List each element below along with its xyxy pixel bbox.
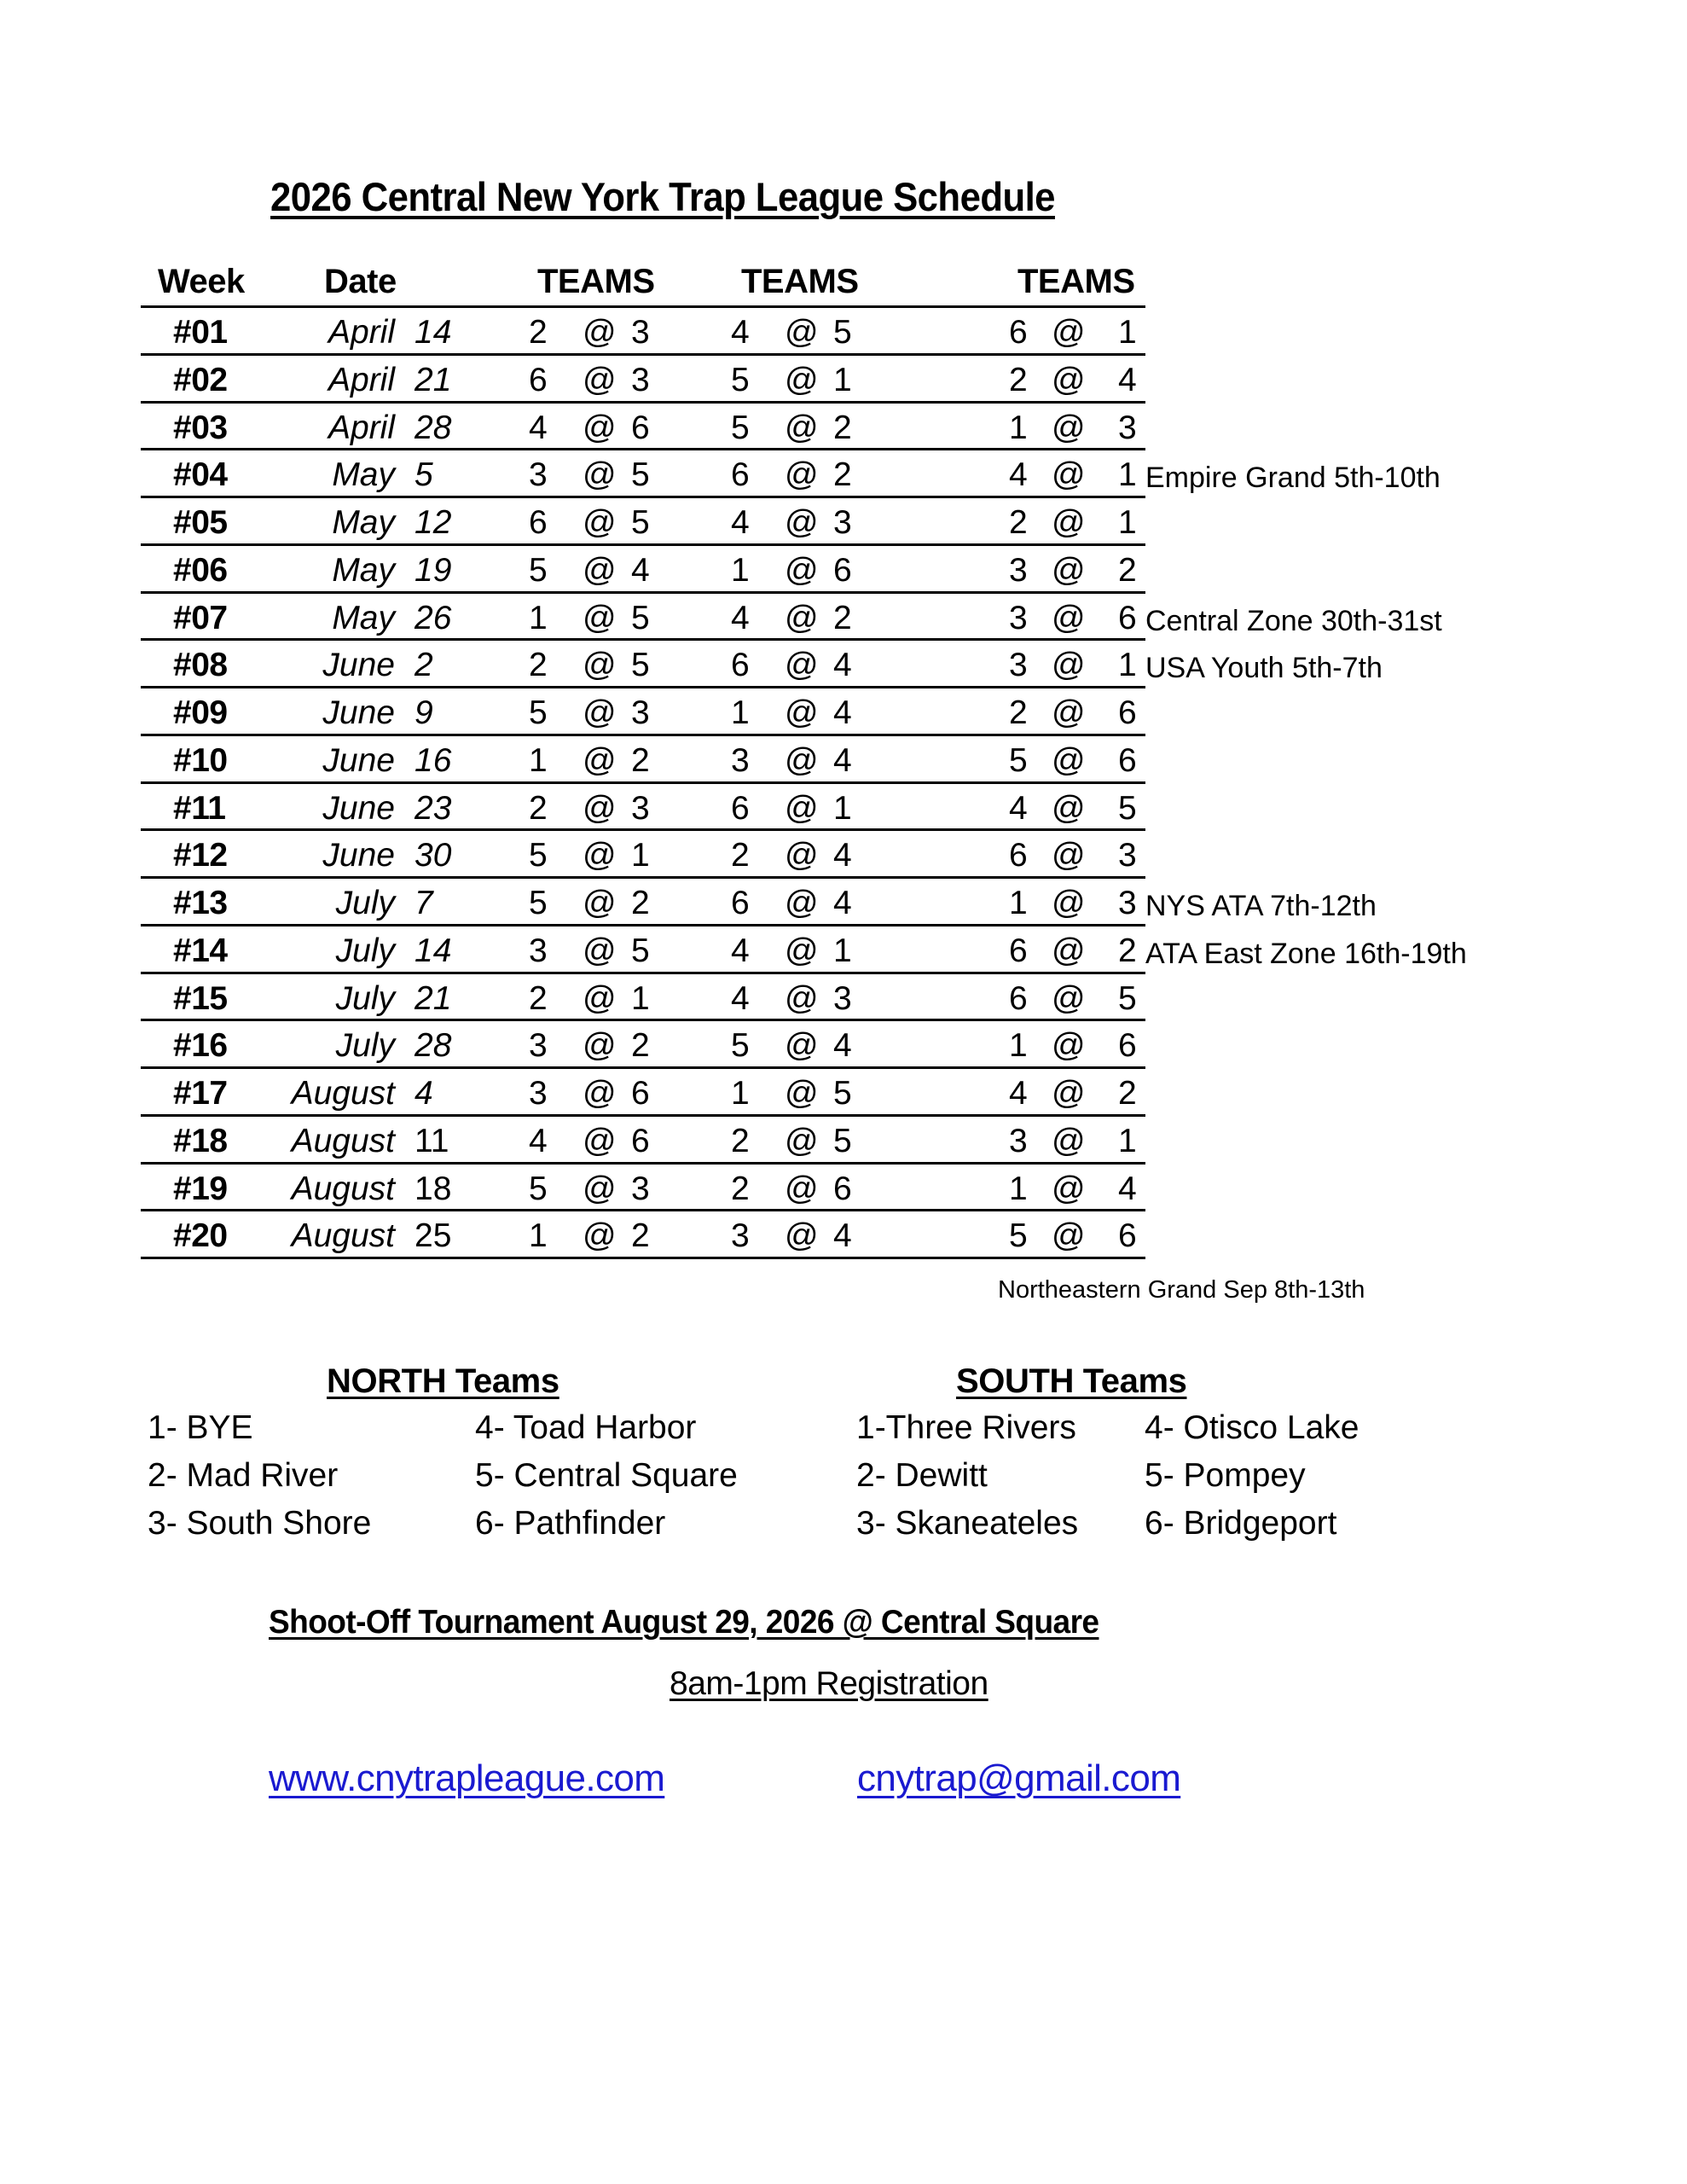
away-team: 1 bbox=[529, 1217, 548, 1255]
away-team: 1 bbox=[529, 599, 548, 636]
home-team: 4 bbox=[833, 741, 852, 779]
at-symbol: @ bbox=[1052, 314, 1086, 351]
header-date: Date bbox=[324, 263, 397, 300]
week-number: #05 bbox=[173, 504, 228, 541]
at-symbol: @ bbox=[785, 885, 819, 921]
date-day: 12 bbox=[415, 504, 452, 541]
away-team: 3 bbox=[1009, 647, 1028, 684]
home-team: 5 bbox=[1118, 979, 1137, 1017]
at-symbol: @ bbox=[583, 694, 617, 731]
away-team: 1 bbox=[731, 1075, 750, 1112]
date-month: June bbox=[322, 837, 395, 874]
away-team: 5 bbox=[1009, 1217, 1028, 1255]
week-number: #20 bbox=[173, 1217, 228, 1255]
header-teams-3: TEAMS bbox=[1017, 263, 1135, 300]
at-symbol: @ bbox=[785, 504, 819, 541]
home-team: 5 bbox=[1118, 789, 1137, 827]
table-row bbox=[0, 735, 1687, 783]
home-team: 1 bbox=[1118, 504, 1137, 541]
week-number: #03 bbox=[173, 409, 228, 446]
date-day: 5 bbox=[415, 456, 433, 494]
away-team: 2 bbox=[529, 647, 548, 684]
away-team: 5 bbox=[529, 694, 548, 731]
week-number: #06 bbox=[173, 551, 228, 589]
home-team: 2 bbox=[1118, 1075, 1137, 1112]
home-team: 2 bbox=[631, 1217, 650, 1255]
header-teams-2: TEAMS bbox=[741, 263, 859, 300]
at-symbol: @ bbox=[583, 647, 617, 684]
at-symbol: @ bbox=[583, 1122, 617, 1159]
at-symbol: @ bbox=[583, 1217, 617, 1255]
at-symbol: @ bbox=[1052, 741, 1086, 779]
away-team: 3 bbox=[529, 456, 548, 494]
away-team: 3 bbox=[529, 1075, 548, 1112]
away-team: 6 bbox=[1009, 979, 1028, 1017]
away-team: 2 bbox=[731, 837, 750, 874]
away-team: 6 bbox=[731, 789, 750, 827]
home-team: 2 bbox=[631, 885, 650, 921]
home-team: 6 bbox=[833, 551, 852, 589]
date-day: 25 bbox=[415, 1217, 452, 1255]
away-team: 5 bbox=[529, 1170, 548, 1207]
at-symbol: @ bbox=[785, 409, 819, 446]
at-symbol: @ bbox=[785, 361, 819, 398]
date-day: 9 bbox=[415, 694, 433, 731]
at-symbol: @ bbox=[785, 1217, 819, 1255]
at-symbol: @ bbox=[1052, 837, 1086, 874]
table-row bbox=[0, 1068, 1687, 1116]
header-teams-1: TEAMS bbox=[537, 263, 655, 300]
away-team: 4 bbox=[529, 409, 548, 446]
away-team: 1 bbox=[731, 694, 750, 731]
at-symbol: @ bbox=[785, 932, 819, 969]
south-team: 1-Three Rivers bbox=[856, 1409, 1076, 1446]
home-team: 3 bbox=[1118, 837, 1137, 874]
south-team: 2- Dewitt bbox=[856, 1457, 988, 1494]
date-day: 28 bbox=[415, 1027, 452, 1065]
away-team: 2 bbox=[731, 1170, 750, 1207]
home-team: 4 bbox=[833, 647, 852, 684]
table-row bbox=[0, 878, 1687, 926]
week-number: #14 bbox=[173, 932, 228, 969]
date-month: July bbox=[335, 932, 395, 969]
at-symbol: @ bbox=[785, 314, 819, 351]
at-symbol: @ bbox=[1052, 551, 1086, 589]
away-team: 5 bbox=[529, 837, 548, 874]
week-number: #12 bbox=[173, 837, 228, 874]
home-team: 1 bbox=[1118, 314, 1137, 351]
at-symbol: @ bbox=[583, 837, 617, 874]
at-symbol: @ bbox=[583, 741, 617, 779]
at-symbol: @ bbox=[1052, 1122, 1086, 1159]
week-number: #10 bbox=[173, 741, 228, 779]
away-team: 6 bbox=[731, 885, 750, 921]
table-row bbox=[0, 450, 1687, 497]
away-team: 3 bbox=[529, 1027, 548, 1065]
header-week: Week bbox=[158, 263, 245, 300]
north-team: 2- Mad River bbox=[148, 1457, 339, 1494]
home-team: 2 bbox=[833, 599, 852, 636]
week-number: #08 bbox=[173, 647, 228, 684]
at-symbol: @ bbox=[1052, 504, 1086, 541]
home-team: 1 bbox=[631, 979, 650, 1017]
at-symbol: @ bbox=[583, 456, 617, 494]
at-symbol: @ bbox=[583, 504, 617, 541]
at-symbol: @ bbox=[1052, 1217, 1086, 1255]
home-team: 5 bbox=[631, 456, 650, 494]
at-symbol: @ bbox=[1052, 932, 1086, 969]
away-team: 6 bbox=[529, 361, 548, 398]
table-row bbox=[0, 973, 1687, 1021]
date-month: May bbox=[332, 599, 395, 636]
home-team: 6 bbox=[631, 1122, 650, 1159]
email-link[interactable]: cnytrap@gmail.com bbox=[857, 1757, 1181, 1799]
at-symbol: @ bbox=[583, 551, 617, 589]
away-team: 6 bbox=[1009, 837, 1028, 874]
south-team: 3- Skaneateles bbox=[856, 1505, 1079, 1542]
north-heading: NORTH Teams bbox=[327, 1362, 559, 1400]
at-symbol: @ bbox=[1052, 647, 1086, 684]
away-team: 4 bbox=[731, 314, 750, 351]
at-symbol: @ bbox=[583, 789, 617, 827]
away-team: 2 bbox=[1009, 361, 1028, 398]
date-month: July bbox=[335, 1027, 395, 1065]
home-team: 2 bbox=[631, 741, 650, 779]
north-team: 5- Central Square bbox=[475, 1457, 738, 1494]
at-symbol: @ bbox=[785, 1075, 819, 1112]
table-row bbox=[0, 403, 1687, 450]
date-day: 23 bbox=[415, 789, 452, 827]
at-symbol: @ bbox=[785, 551, 819, 589]
away-team: 2 bbox=[731, 1122, 750, 1159]
south-team: 5- Pompey bbox=[1145, 1457, 1306, 1494]
date-day: 30 bbox=[415, 837, 452, 874]
table-row bbox=[0, 640, 1687, 688]
home-team: 3 bbox=[631, 314, 650, 351]
date-day: 7 bbox=[415, 885, 433, 921]
away-team: 2 bbox=[529, 314, 548, 351]
home-team: 4 bbox=[1118, 1170, 1137, 1207]
home-team: 6 bbox=[1118, 599, 1137, 636]
home-team: 6 bbox=[1118, 694, 1137, 731]
table-row bbox=[0, 593, 1687, 641]
date-day: 18 bbox=[415, 1170, 452, 1207]
home-team: 4 bbox=[631, 551, 650, 589]
week-number: #01 bbox=[173, 314, 228, 351]
at-symbol: @ bbox=[583, 979, 617, 1017]
home-team: 3 bbox=[1118, 409, 1137, 446]
at-symbol: @ bbox=[583, 314, 617, 351]
event-note: USA Youth 5th-7th bbox=[1145, 652, 1383, 685]
date-month: April bbox=[328, 409, 395, 446]
home-team: 4 bbox=[833, 837, 852, 874]
away-team: 3 bbox=[1009, 1122, 1028, 1159]
away-team: 3 bbox=[1009, 599, 1028, 636]
away-team: 4 bbox=[529, 1122, 548, 1159]
away-team: 2 bbox=[529, 979, 548, 1017]
home-team: 3 bbox=[833, 504, 852, 541]
table-row bbox=[0, 307, 1687, 355]
home-team: 4 bbox=[1118, 361, 1137, 398]
at-symbol: @ bbox=[1052, 361, 1086, 398]
at-symbol: @ bbox=[583, 932, 617, 969]
date-day: 11 bbox=[415, 1122, 449, 1159]
home-team: 5 bbox=[833, 314, 852, 351]
home-team: 3 bbox=[631, 694, 650, 731]
at-symbol: @ bbox=[1052, 456, 1086, 494]
south-heading: SOUTH Teams bbox=[956, 1362, 1187, 1400]
date-day: 4 bbox=[415, 1075, 433, 1112]
table-row bbox=[0, 926, 1687, 973]
table-row bbox=[0, 355, 1687, 403]
home-team: 6 bbox=[833, 1170, 852, 1207]
away-team: 2 bbox=[529, 789, 548, 827]
table-row bbox=[0, 545, 1687, 593]
home-team: 5 bbox=[833, 1075, 852, 1112]
away-team: 4 bbox=[1009, 789, 1028, 827]
home-team: 1 bbox=[1118, 647, 1137, 684]
home-team: 3 bbox=[631, 789, 650, 827]
date-month: August bbox=[291, 1122, 395, 1159]
table-row bbox=[0, 830, 1687, 878]
north-team: 1- BYE bbox=[148, 1409, 253, 1446]
at-symbol: @ bbox=[583, 1027, 617, 1065]
at-symbol: @ bbox=[1052, 979, 1086, 1017]
week-number: #11 bbox=[173, 789, 226, 827]
date-month: July bbox=[335, 885, 395, 921]
away-team: 4 bbox=[731, 504, 750, 541]
home-team: 6 bbox=[1118, 1027, 1137, 1065]
date-day: 2 bbox=[415, 647, 433, 684]
away-team: 3 bbox=[529, 932, 548, 969]
date-month: June bbox=[322, 647, 395, 684]
home-team: 6 bbox=[1118, 1217, 1137, 1255]
home-team: 6 bbox=[631, 1075, 650, 1112]
away-team: 3 bbox=[731, 1217, 750, 1255]
away-team: 4 bbox=[731, 599, 750, 636]
at-symbol: @ bbox=[583, 361, 617, 398]
date-day: 14 bbox=[415, 932, 452, 969]
page-title: 2026 Central New York Trap League Schedule bbox=[270, 174, 1055, 219]
home-team: 5 bbox=[631, 599, 650, 636]
at-symbol: @ bbox=[583, 1170, 617, 1207]
date-day: 21 bbox=[415, 361, 452, 398]
away-team: 3 bbox=[731, 741, 750, 779]
away-team: 2 bbox=[1009, 504, 1028, 541]
date-month: May bbox=[332, 551, 395, 589]
home-team: 4 bbox=[833, 1027, 852, 1065]
away-team: 6 bbox=[731, 647, 750, 684]
at-symbol: @ bbox=[785, 837, 819, 874]
at-symbol: @ bbox=[785, 741, 819, 779]
date-month: April bbox=[328, 314, 395, 351]
at-symbol: @ bbox=[785, 1122, 819, 1159]
home-team: 5 bbox=[833, 1122, 852, 1159]
home-team: 3 bbox=[631, 1170, 650, 1207]
week-number: #17 bbox=[173, 1075, 228, 1112]
week-number: #02 bbox=[173, 361, 228, 398]
table-row bbox=[0, 1211, 1687, 1258]
at-symbol: @ bbox=[785, 1027, 819, 1065]
at-symbol: @ bbox=[1052, 1170, 1086, 1207]
home-team: 3 bbox=[833, 979, 852, 1017]
home-team: 6 bbox=[1118, 741, 1137, 779]
away-team: 4 bbox=[1009, 456, 1028, 494]
date-month: July bbox=[335, 979, 395, 1017]
at-symbol: @ bbox=[583, 599, 617, 636]
south-team: 6- Bridgeport bbox=[1145, 1505, 1337, 1542]
date-day: 19 bbox=[415, 551, 452, 589]
away-team: 6 bbox=[1009, 932, 1028, 969]
at-symbol: @ bbox=[583, 409, 617, 446]
home-team: 4 bbox=[833, 885, 852, 921]
northeastern-note: Northeastern Grand Sep 8th-13th bbox=[998, 1276, 1365, 1304]
date-day: 14 bbox=[415, 314, 452, 351]
home-team: 6 bbox=[631, 409, 650, 446]
table-row bbox=[0, 1020, 1687, 1068]
at-symbol: @ bbox=[1052, 409, 1086, 446]
away-team: 5 bbox=[731, 361, 750, 398]
week-number: #07 bbox=[173, 599, 228, 636]
row-divider bbox=[141, 1257, 1145, 1259]
away-team: 4 bbox=[731, 932, 750, 969]
week-number: #19 bbox=[173, 1170, 228, 1207]
at-symbol: @ bbox=[1052, 1075, 1086, 1112]
home-team: 1 bbox=[833, 789, 852, 827]
at-symbol: @ bbox=[1052, 694, 1086, 731]
south-team: 4- Otisco Lake bbox=[1145, 1409, 1359, 1446]
home-team: 1 bbox=[631, 837, 650, 874]
home-team: 5 bbox=[631, 932, 650, 969]
away-team: 5 bbox=[529, 885, 548, 921]
week-number: #04 bbox=[173, 456, 228, 494]
at-symbol: @ bbox=[1052, 599, 1086, 636]
table-row bbox=[0, 1164, 1687, 1211]
away-team: 1 bbox=[1009, 1027, 1028, 1065]
date-day: 16 bbox=[415, 741, 452, 779]
home-team: 3 bbox=[1118, 885, 1137, 921]
at-symbol: @ bbox=[785, 979, 819, 1017]
north-team: 4- Toad Harbor bbox=[475, 1409, 697, 1446]
date-month: May bbox=[332, 456, 395, 494]
shootoff-heading: Shoot-Off Tournament August 29, 2026 @ Central Square bbox=[269, 1604, 1099, 1641]
away-team: 3 bbox=[1009, 551, 1028, 589]
home-team: 5 bbox=[631, 504, 650, 541]
away-team: 4 bbox=[1009, 1075, 1028, 1112]
home-team: 1 bbox=[1118, 456, 1137, 494]
event-note: ATA East Zone 16th-19th bbox=[1145, 937, 1467, 970]
away-team: 2 bbox=[1009, 694, 1028, 731]
registration-time: 8am-1pm Registration bbox=[670, 1665, 988, 1702]
home-team: 1 bbox=[1118, 1122, 1137, 1159]
event-note: Central Zone 30th-31st bbox=[1145, 604, 1442, 637]
at-symbol: @ bbox=[785, 599, 819, 636]
table-row bbox=[0, 688, 1687, 735]
away-team: 1 bbox=[1009, 885, 1028, 921]
away-team: 1 bbox=[529, 741, 548, 779]
date-month: May bbox=[332, 504, 395, 541]
home-team: 5 bbox=[631, 647, 650, 684]
at-symbol: @ bbox=[785, 647, 819, 684]
home-team: 4 bbox=[833, 694, 852, 731]
date-month: August bbox=[291, 1075, 395, 1112]
date-month: June bbox=[322, 694, 395, 731]
north-team: 6- Pathfinder bbox=[475, 1505, 666, 1542]
away-team: 6 bbox=[1009, 314, 1028, 351]
week-number: #13 bbox=[173, 885, 228, 921]
date-month: August bbox=[291, 1217, 395, 1255]
date-month: June bbox=[322, 789, 395, 827]
date-month: April bbox=[328, 361, 395, 398]
at-symbol: @ bbox=[785, 1170, 819, 1207]
week-number: #15 bbox=[173, 979, 228, 1017]
home-team: 1 bbox=[833, 361, 852, 398]
at-symbol: @ bbox=[1052, 885, 1086, 921]
week-number: #18 bbox=[173, 1122, 228, 1159]
at-symbol: @ bbox=[785, 694, 819, 731]
home-team: 1 bbox=[833, 932, 852, 969]
home-team: 2 bbox=[833, 409, 852, 446]
home-team: 2 bbox=[833, 456, 852, 494]
at-symbol: @ bbox=[785, 789, 819, 827]
date-day: 21 bbox=[415, 979, 452, 1017]
away-team: 1 bbox=[1009, 1170, 1028, 1207]
home-team: 2 bbox=[1118, 551, 1137, 589]
away-team: 6 bbox=[529, 504, 548, 541]
home-team: 2 bbox=[1118, 932, 1137, 969]
at-symbol: @ bbox=[583, 885, 617, 921]
home-team: 2 bbox=[631, 1027, 650, 1065]
away-team: 1 bbox=[731, 551, 750, 589]
at-symbol: @ bbox=[1052, 1027, 1086, 1065]
week-number: #16 bbox=[173, 1027, 228, 1065]
home-team: 3 bbox=[631, 361, 650, 398]
away-team: 4 bbox=[731, 979, 750, 1017]
at-symbol: @ bbox=[583, 1075, 617, 1112]
away-team: 5 bbox=[529, 551, 548, 589]
away-team: 5 bbox=[731, 1027, 750, 1065]
week-number: #09 bbox=[173, 694, 228, 731]
table-row bbox=[0, 1116, 1687, 1164]
away-team: 5 bbox=[731, 409, 750, 446]
away-team: 6 bbox=[731, 456, 750, 494]
date-day: 26 bbox=[415, 599, 452, 636]
table-row bbox=[0, 497, 1687, 545]
table-row bbox=[0, 783, 1687, 831]
away-team: 1 bbox=[1009, 409, 1028, 446]
at-symbol: @ bbox=[1052, 789, 1086, 827]
north-team: 3- South Shore bbox=[148, 1505, 372, 1542]
home-team: 4 bbox=[833, 1217, 852, 1255]
at-symbol: @ bbox=[785, 456, 819, 494]
event-note: Empire Grand 5th-10th bbox=[1145, 462, 1441, 495]
date-month: August bbox=[291, 1170, 395, 1207]
date-month: June bbox=[322, 741, 395, 779]
event-note: NYS ATA 7th-12th bbox=[1145, 890, 1377, 922]
website-link[interactable]: www.cnytrapleague.com bbox=[269, 1757, 665, 1799]
date-day: 28 bbox=[415, 409, 452, 446]
away-team: 5 bbox=[1009, 741, 1028, 779]
